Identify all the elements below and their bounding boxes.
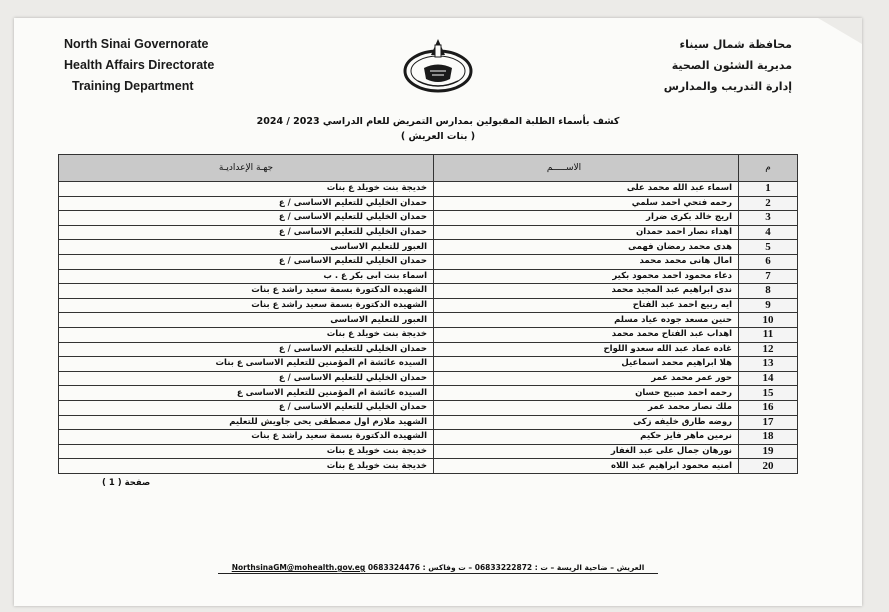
page-number: صفحة ( 1 ) xyxy=(102,478,151,488)
cell-school: الشهيده الدكتورة بسمة سعيد راشد ع بنات xyxy=(59,298,434,313)
column-header-name: الاســـــم xyxy=(434,155,739,182)
cell-school: حمدان الخليلي للتعليم الاساسى / ع xyxy=(59,196,434,211)
cell-name: اهداب عبد الفتاح محمد محمد xyxy=(434,327,739,342)
header-governorate-en: North Sinai Governorate xyxy=(64,37,209,51)
table-row xyxy=(59,342,798,357)
table-row xyxy=(59,371,798,386)
cell-school: حمدان الخليلي للتعليم الاساسى / ع xyxy=(59,400,434,415)
cell-index: 5 xyxy=(739,240,798,255)
cell-school: خديجة بنت خويلد ع بنات xyxy=(59,182,434,197)
students-table xyxy=(58,154,798,474)
table-row xyxy=(59,415,798,430)
table-row xyxy=(59,284,798,299)
cell-index: 18 xyxy=(739,430,798,445)
table-row xyxy=(59,225,798,240)
cell-index: 16 xyxy=(739,400,798,415)
cell-school: خديجة بنت خويلد ع بنات xyxy=(59,459,434,474)
table-row xyxy=(59,182,798,197)
cell-name: حور عمر محمد عمر xyxy=(434,371,739,386)
table-row xyxy=(59,211,798,226)
table-header-row xyxy=(59,155,798,182)
column-header-school: جهـة الإعداديـة xyxy=(59,155,434,182)
cell-school: حمدان الخليلي للتعليم الاساسى / ع xyxy=(59,371,434,386)
title-line-1: كشف بأسماء الطلبة المقبولين بمدارس التمريض للعام الدراسي 2023 / 2024 xyxy=(256,116,620,127)
cell-school: الشهيده الدكتورة بسمة سعيد راشد ع بنات xyxy=(59,430,434,445)
cell-index: 19 xyxy=(739,444,798,459)
title-line-2: ( بنات العريش ) xyxy=(400,131,476,142)
cell-index: 13 xyxy=(739,357,798,372)
table-row xyxy=(59,400,798,415)
cell-index: 6 xyxy=(739,254,798,269)
cell-index: 12 xyxy=(739,342,798,357)
cell-index: 17 xyxy=(739,415,798,430)
cell-name: ملك نصار محمد عمر xyxy=(434,400,739,415)
table-row xyxy=(59,196,798,211)
table-row xyxy=(59,240,798,255)
cell-index: 20 xyxy=(739,459,798,474)
cell-name: اسماء عبد الله محمد على xyxy=(434,182,739,197)
cell-school: العبور للتعليم الاساسى xyxy=(59,240,434,255)
table-row xyxy=(59,327,798,342)
cell-school: خديجة بنت خويلد ع بنات xyxy=(59,444,434,459)
cell-name: هلا ابراهيم محمد اسماعيل xyxy=(434,357,739,372)
cell-school: حمدان الخليلي للتعليم الاساسى / ع xyxy=(59,342,434,357)
cell-school: السيده عائشة ام المؤمنين للتعليم الاساسى ع بنات xyxy=(59,357,434,372)
header-english xyxy=(64,34,214,97)
cell-school: الشهيده الدكتورة بسمة سعيد راشد ع بنات xyxy=(59,284,434,299)
cell-school: اسماء بنت ابى بكر ع . ب xyxy=(59,269,434,284)
cell-name: نورهان جمال على عبد الغفار xyxy=(434,444,739,459)
page-corner-fold xyxy=(818,18,862,44)
cell-school: العبور للتعليم الاساسى xyxy=(59,313,434,328)
cell-index: 15 xyxy=(739,386,798,401)
cell-name: ايه ربيع احمد عبد الفتاح xyxy=(434,298,739,313)
cell-index: 1 xyxy=(739,182,798,197)
cell-name: هدى محمد رمضان فهمى xyxy=(434,240,739,255)
cell-index: 7 xyxy=(739,269,798,284)
document-title xyxy=(154,114,722,144)
cell-index: 14 xyxy=(739,371,798,386)
column-header-index: م xyxy=(739,155,798,182)
cell-index: 10 xyxy=(739,313,798,328)
ministry-emblem-icon xyxy=(402,35,474,93)
cell-index: 9 xyxy=(739,298,798,313)
cell-index: 3 xyxy=(739,211,798,226)
cell-name: دعاء محمود احمد محمود بكير xyxy=(434,269,739,284)
cell-name: حنين مسعد جوده عياد مسلم xyxy=(434,313,739,328)
cell-index: 4 xyxy=(739,225,798,240)
cell-school: خديجة بنت خويلد ع بنات xyxy=(59,327,434,342)
document-page xyxy=(14,18,862,606)
header-governorate-ar: محافظة شمال سيناء xyxy=(679,38,792,51)
footer-email: NorthsinaGM@mohealth.gov.eg xyxy=(231,563,366,572)
cell-name: روضه طارق خليفه زكى xyxy=(434,415,739,430)
footer-address: العريش – ضاحية الريسة – ت : 06833222872 – ت وفاكس : 0683324476 xyxy=(367,563,645,572)
table-row xyxy=(59,298,798,313)
table-row xyxy=(59,269,798,284)
cell-index: 8 xyxy=(739,284,798,299)
header-directorate-en: Health Affairs Directorate xyxy=(64,58,215,72)
table-row xyxy=(59,313,798,328)
table-row xyxy=(59,386,798,401)
cell-name: غاده عماد عبد الله سعدو اللواح xyxy=(434,342,739,357)
cell-school: الشهيد ملازم اول مصطفى يحى جاويش للتعليم xyxy=(59,415,434,430)
cell-name: رحمه احمد صبيح حسان xyxy=(434,386,739,401)
table-row xyxy=(59,459,798,474)
cell-name: نرمين ماهر فايز حكيم xyxy=(434,430,739,445)
cell-school: حمدان الخليلي للتعليم الاساسى / ع xyxy=(59,225,434,240)
cell-school: حمدان الخليلي للتعليم الاساسى / ع xyxy=(59,211,434,226)
table-row xyxy=(59,444,798,459)
header-directorate-ar: مديرية الشئون الصحية xyxy=(671,59,792,72)
table-row xyxy=(59,430,798,445)
cell-name: امال هانى محمد محمد xyxy=(434,254,739,269)
table-row xyxy=(59,254,798,269)
cell-school: حمدان الخليلي للتعليم الاساسى / ع xyxy=(59,254,434,269)
cell-index: 11 xyxy=(739,327,798,342)
cell-name: اهداء نصار احمد حمدان xyxy=(434,225,739,240)
cell-name: امنيه محمود ابراهيم عبد اللاه xyxy=(434,459,739,474)
table-row xyxy=(59,357,798,372)
header-department-en: Training Department xyxy=(72,79,194,93)
cell-school: السيده عائشة ام المؤمنين للتعليم الاساسى ع xyxy=(59,386,434,401)
cell-index: 2 xyxy=(739,196,798,211)
header-arabic xyxy=(664,34,792,97)
cell-name: رحمه فتحي احمد سلمي xyxy=(434,196,739,211)
cell-name: ندى ابراهيم عبد المجيد محمد xyxy=(434,284,739,299)
cell-name: اريج خالد بكرى ضرار xyxy=(434,211,739,226)
footer-contact xyxy=(218,563,658,574)
header-department-ar: إدارة التدريب والمدارس xyxy=(663,80,792,93)
